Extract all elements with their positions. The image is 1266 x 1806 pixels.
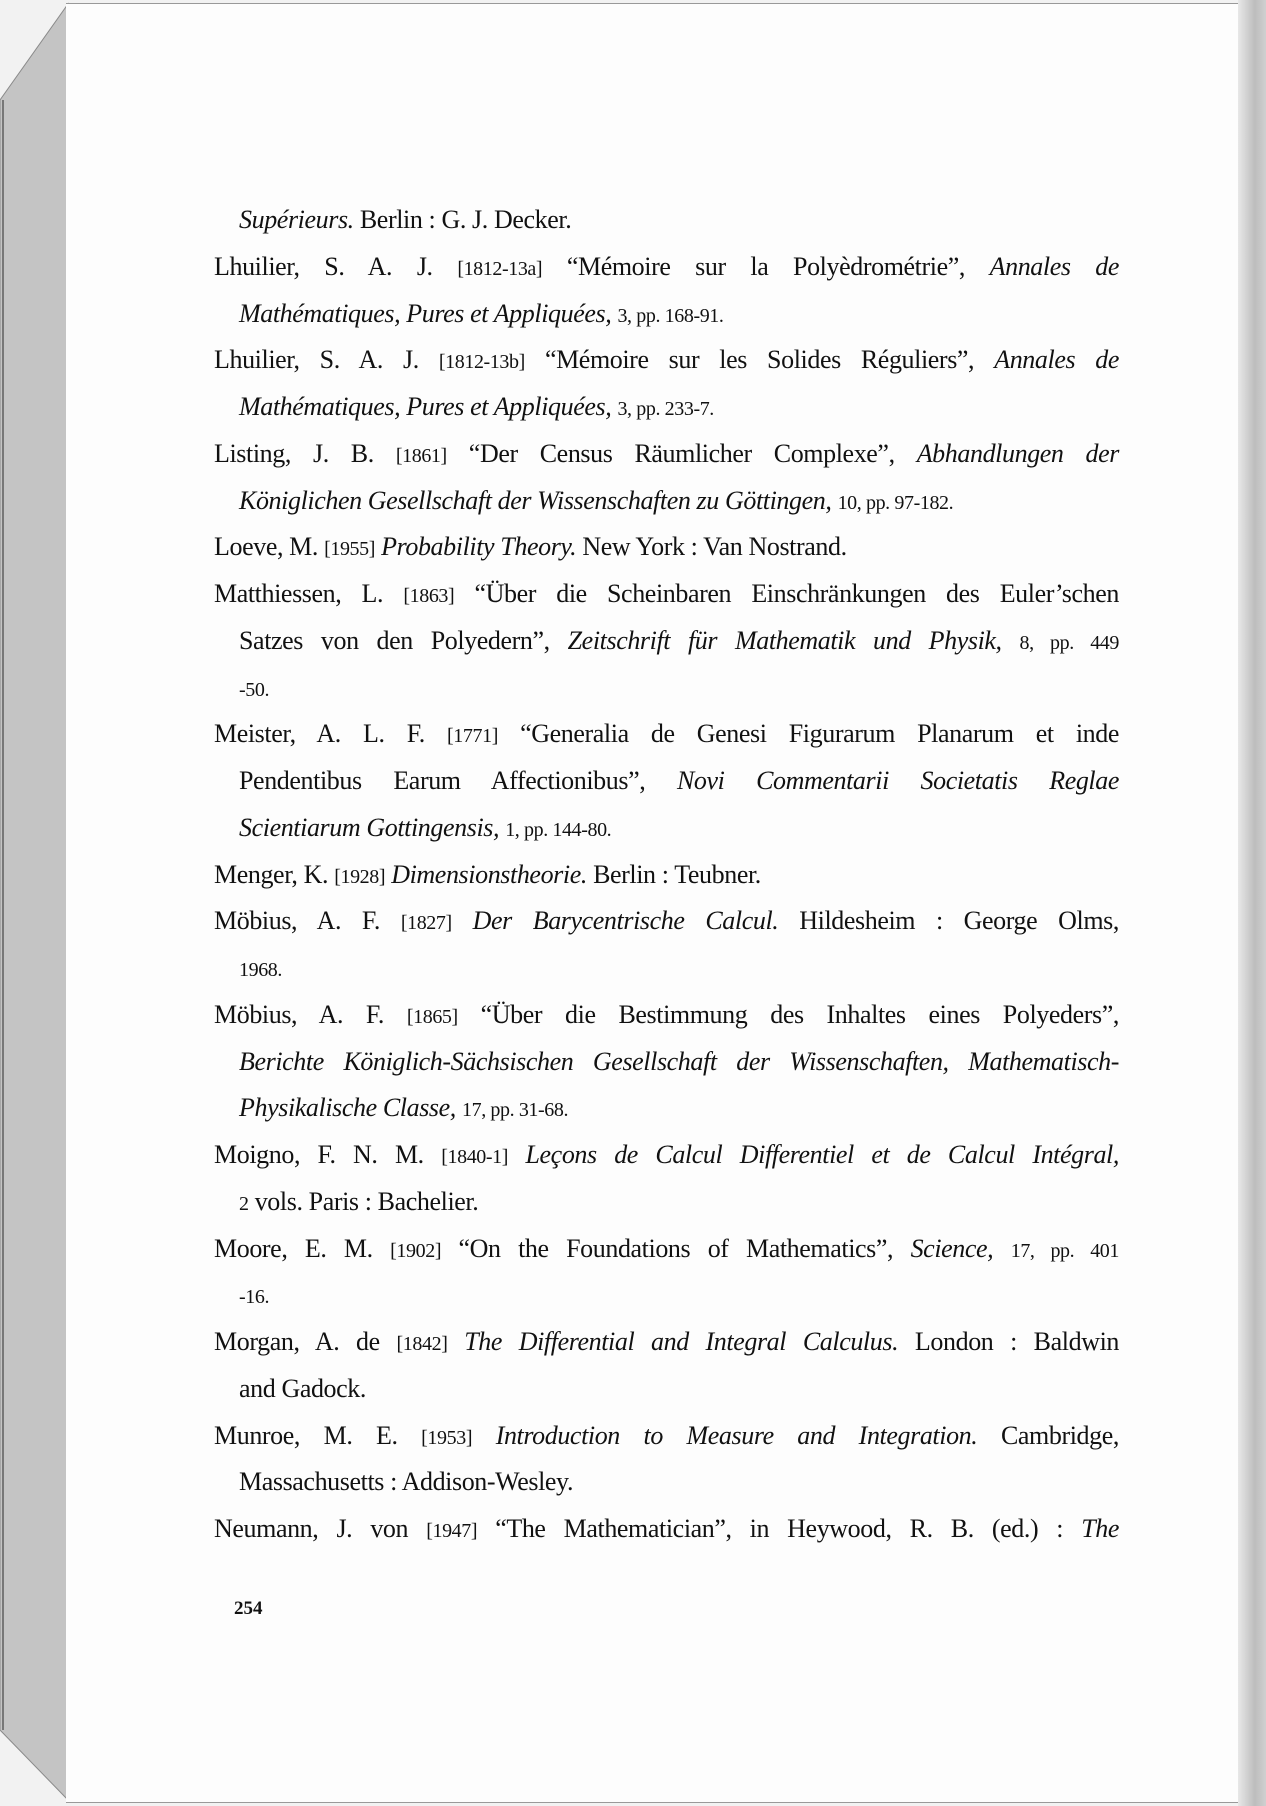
numeric-text: [1842] (396, 1333, 448, 1355)
italic-title-text: Abhandlungen der (916, 438, 1120, 468)
italic-title-text: Novi Commentarii Societatis Reglae (676, 766, 1119, 795)
entry-text: Lhuilier, S. A. J. (214, 345, 439, 375)
entry-text: Neumann, J. von (214, 1514, 427, 1543)
entry-line (214, 945, 1119, 992)
italic-title-text: Zeitschrift für Mathematik und Physik, (567, 625, 1002, 655)
numeric-text: [1771] (447, 725, 498, 748)
entry-text: London : Baldwin (898, 1327, 1119, 1356)
entry-line (214, 852, 1119, 899)
entry-line (214, 197, 1119, 244)
italic-title-text: Leçons de Calcul Differentiel et de Calcul Intégral, (525, 1140, 1119, 1169)
entry-line (214, 1459, 1119, 1506)
entry-text: Möbius, A. F. (214, 999, 407, 1029)
bibliography-entry (214, 524, 1119, 571)
italic-title-text: Annales de (989, 251, 1119, 281)
bibliography-entry (214, 571, 1119, 711)
entry-line (214, 524, 1119, 571)
entry-text: Moore, E. M. (214, 1233, 391, 1263)
entry-text: Munroe, M. E. (214, 1420, 422, 1450)
numeric-text: [1863] (403, 585, 455, 607)
italic-title-text: Probability Theory. (381, 532, 577, 562)
entry-line (214, 758, 1119, 805)
numeric-text: [1955] (324, 538, 376, 561)
page-number: 254 (234, 1598, 263, 1619)
numeric-text: [1812-13b] (438, 351, 525, 374)
entry-line (214, 1039, 1119, 1086)
numeric-text: [1812-13a] (457, 257, 543, 280)
bibliography-entry (214, 711, 1119, 851)
bibliography-entry (214, 197, 1119, 244)
entry-line (214, 618, 1119, 665)
numeric-text: -50. (239, 678, 270, 701)
entry-text: “Über die Scheinbaren Einschränkungen des Euler’schen (454, 579, 1119, 608)
numeric-text: [1902] (390, 1239, 442, 1262)
numeric-text: 3, pp. 168-91. (617, 304, 724, 327)
entry-line (214, 431, 1119, 478)
entry-text: New York : Van Nostrand. (576, 532, 847, 562)
entry-text: Möbius, A. F. (214, 906, 401, 936)
entry-text: Pendentibus Earum Affectionibus”, (239, 766, 677, 795)
italic-title-text: Annales de (994, 345, 1119, 375)
italic-title-text: Mathématiques, Pures et Appliquées, (239, 298, 612, 328)
numeric-text: 17, pp. 401 (1010, 1239, 1120, 1262)
entry-text: Satzes von den Polyedern”, (239, 625, 568, 655)
numeric-text: 2 (239, 1192, 249, 1215)
entry-text: Hildesheim : George Olms, (778, 906, 1119, 936)
entry-line (214, 478, 1119, 525)
entry-line (214, 805, 1119, 852)
italic-title-text: The Differential and Integral Calculus. (464, 1327, 899, 1356)
entry-line (214, 665, 1119, 712)
entry-text: “Über die Bestimmung des Inhaltes eines Polyeders”, (457, 999, 1119, 1029)
italic-title-text: Physikalische Classe, (239, 1093, 456, 1123)
entry-line (214, 291, 1119, 338)
italic-title-text: Science, (910, 1233, 994, 1263)
numeric-text: [1947] (426, 1520, 478, 1542)
entry-text: Meister, A. L. F. (214, 719, 448, 749)
entry-text (993, 1234, 1010, 1263)
book-spine (0, 0, 70, 1806)
bibliography-entry (214, 1132, 1119, 1226)
entry-text: Lhuilier, S. A. J. (214, 251, 458, 281)
numeric-text: [1953] (421, 1426, 473, 1449)
italic-title-text: Königlichen Gesellschaft der Wissenschaften zu Göttingen, (239, 485, 832, 515)
entry-line (214, 1319, 1119, 1366)
entry-text: Massachusetts : Addison-Wesley. (239, 1467, 574, 1497)
numeric-text: 1968. (239, 959, 283, 981)
numeric-text: 1, pp. 144-80. (505, 818, 612, 841)
bibliography-entry (214, 992, 1119, 1132)
numeric-text: [1928] (334, 865, 386, 888)
entry-text: “Mémoire sur les Solides Réguliers”, (524, 345, 995, 375)
italic-title-text: The (1081, 1514, 1119, 1543)
numeric-text: 17, pp. 31-68. (462, 1099, 569, 1122)
entry-line (214, 337, 1119, 384)
numeric-text: [1840-1] (441, 1146, 509, 1168)
bibliography-entry (214, 1226, 1119, 1320)
bibliography-entry (214, 852, 1119, 899)
entry-text: “Generalia de Genesi Figurarum Planarum et inde (497, 719, 1119, 749)
bibliography-entry (214, 1506, 1119, 1553)
entry-text: Berlin : Teubner. (586, 859, 761, 889)
entry-text (508, 1140, 525, 1169)
numeric-text: -16. (239, 1286, 270, 1309)
italic-title-text: Scientiarum Gottingensis, (239, 812, 500, 842)
bibliography-entry (214, 337, 1119, 431)
entry-text: Menger, K. (214, 859, 335, 889)
entry-text: Moigno, F. N. M. (214, 1140, 442, 1169)
italic-title-text: Supérieurs. (239, 205, 354, 234)
entry-line (214, 571, 1119, 618)
entry-text: Berlin : G. J. Decker. (353, 205, 572, 234)
entry-text: Cambridge, (977, 1420, 1119, 1450)
numeric-text: 10, pp. 97-182. (837, 491, 954, 514)
entry-text (1002, 626, 1020, 655)
entry-line (214, 711, 1119, 758)
numeric-text: [1865] (406, 1005, 458, 1028)
entry-text: Matthiessen, L. (214, 579, 404, 608)
entry-text (447, 1327, 464, 1356)
bibliography-entry (214, 431, 1119, 525)
entry-text (472, 1421, 496, 1450)
numeric-text: [1827] (400, 912, 452, 935)
bibliography-list (214, 197, 1119, 1553)
numeric-text: [1861] (395, 444, 447, 467)
bibliography-entry (214, 898, 1119, 992)
entry-text: Morgan, A. de (214, 1327, 397, 1356)
entry-text: “Der Census Räumlicher Complexe”, (446, 438, 917, 468)
entry-line (214, 992, 1119, 1039)
entry-text: “Mémoire sur la Polyèdrométrie”, (542, 251, 990, 281)
entry-text: “The Mathematician”, in Heywood, R. B. (ed.) : (477, 1514, 1082, 1543)
entry-line (214, 1366, 1119, 1413)
entry-line (214, 1272, 1119, 1319)
numeric-text: 3, pp. 233-7. (617, 398, 714, 420)
entry-line (214, 1179, 1119, 1226)
entry-line (214, 1506, 1119, 1553)
bibliography-entry (214, 1413, 1119, 1507)
entry-text: Listing, J. B. (214, 438, 396, 468)
italic-title-text: Der Barycentrische Calcul. (472, 906, 779, 936)
entry-text: and Gadock. (239, 1373, 366, 1403)
entry-text: “On the Foundations of Mathematics”, (441, 1233, 911, 1263)
entry-line (214, 1226, 1119, 1273)
entry-line (214, 244, 1119, 291)
entry-text: vols. Paris : Bachelier. (248, 1186, 479, 1216)
entry-line (214, 898, 1119, 945)
entry-line (214, 1132, 1119, 1179)
entry-line (214, 1413, 1119, 1460)
italic-title-text: Mathématiques, Pures et Appliquées, (239, 392, 612, 421)
page-edge-shadow (1238, 0, 1266, 1806)
entry-line (214, 1085, 1119, 1132)
entry-line (214, 384, 1119, 431)
entry-text: Loeve, M. (214, 532, 325, 562)
numeric-text: 8, pp. 449 (1019, 631, 1119, 654)
italic-title-text: Introduction to Measure and Integration. (495, 1420, 978, 1450)
bibliography-entry (214, 244, 1119, 338)
entry-text (452, 906, 473, 935)
italic-title-text: Berichte Königlich-Sächsischen Gesellschaft der Wissenschaften, Mathematisch- (239, 1046, 1119, 1076)
bibliography-entry (214, 1319, 1119, 1413)
italic-title-text: Dimensionstheorie. (391, 859, 587, 889)
